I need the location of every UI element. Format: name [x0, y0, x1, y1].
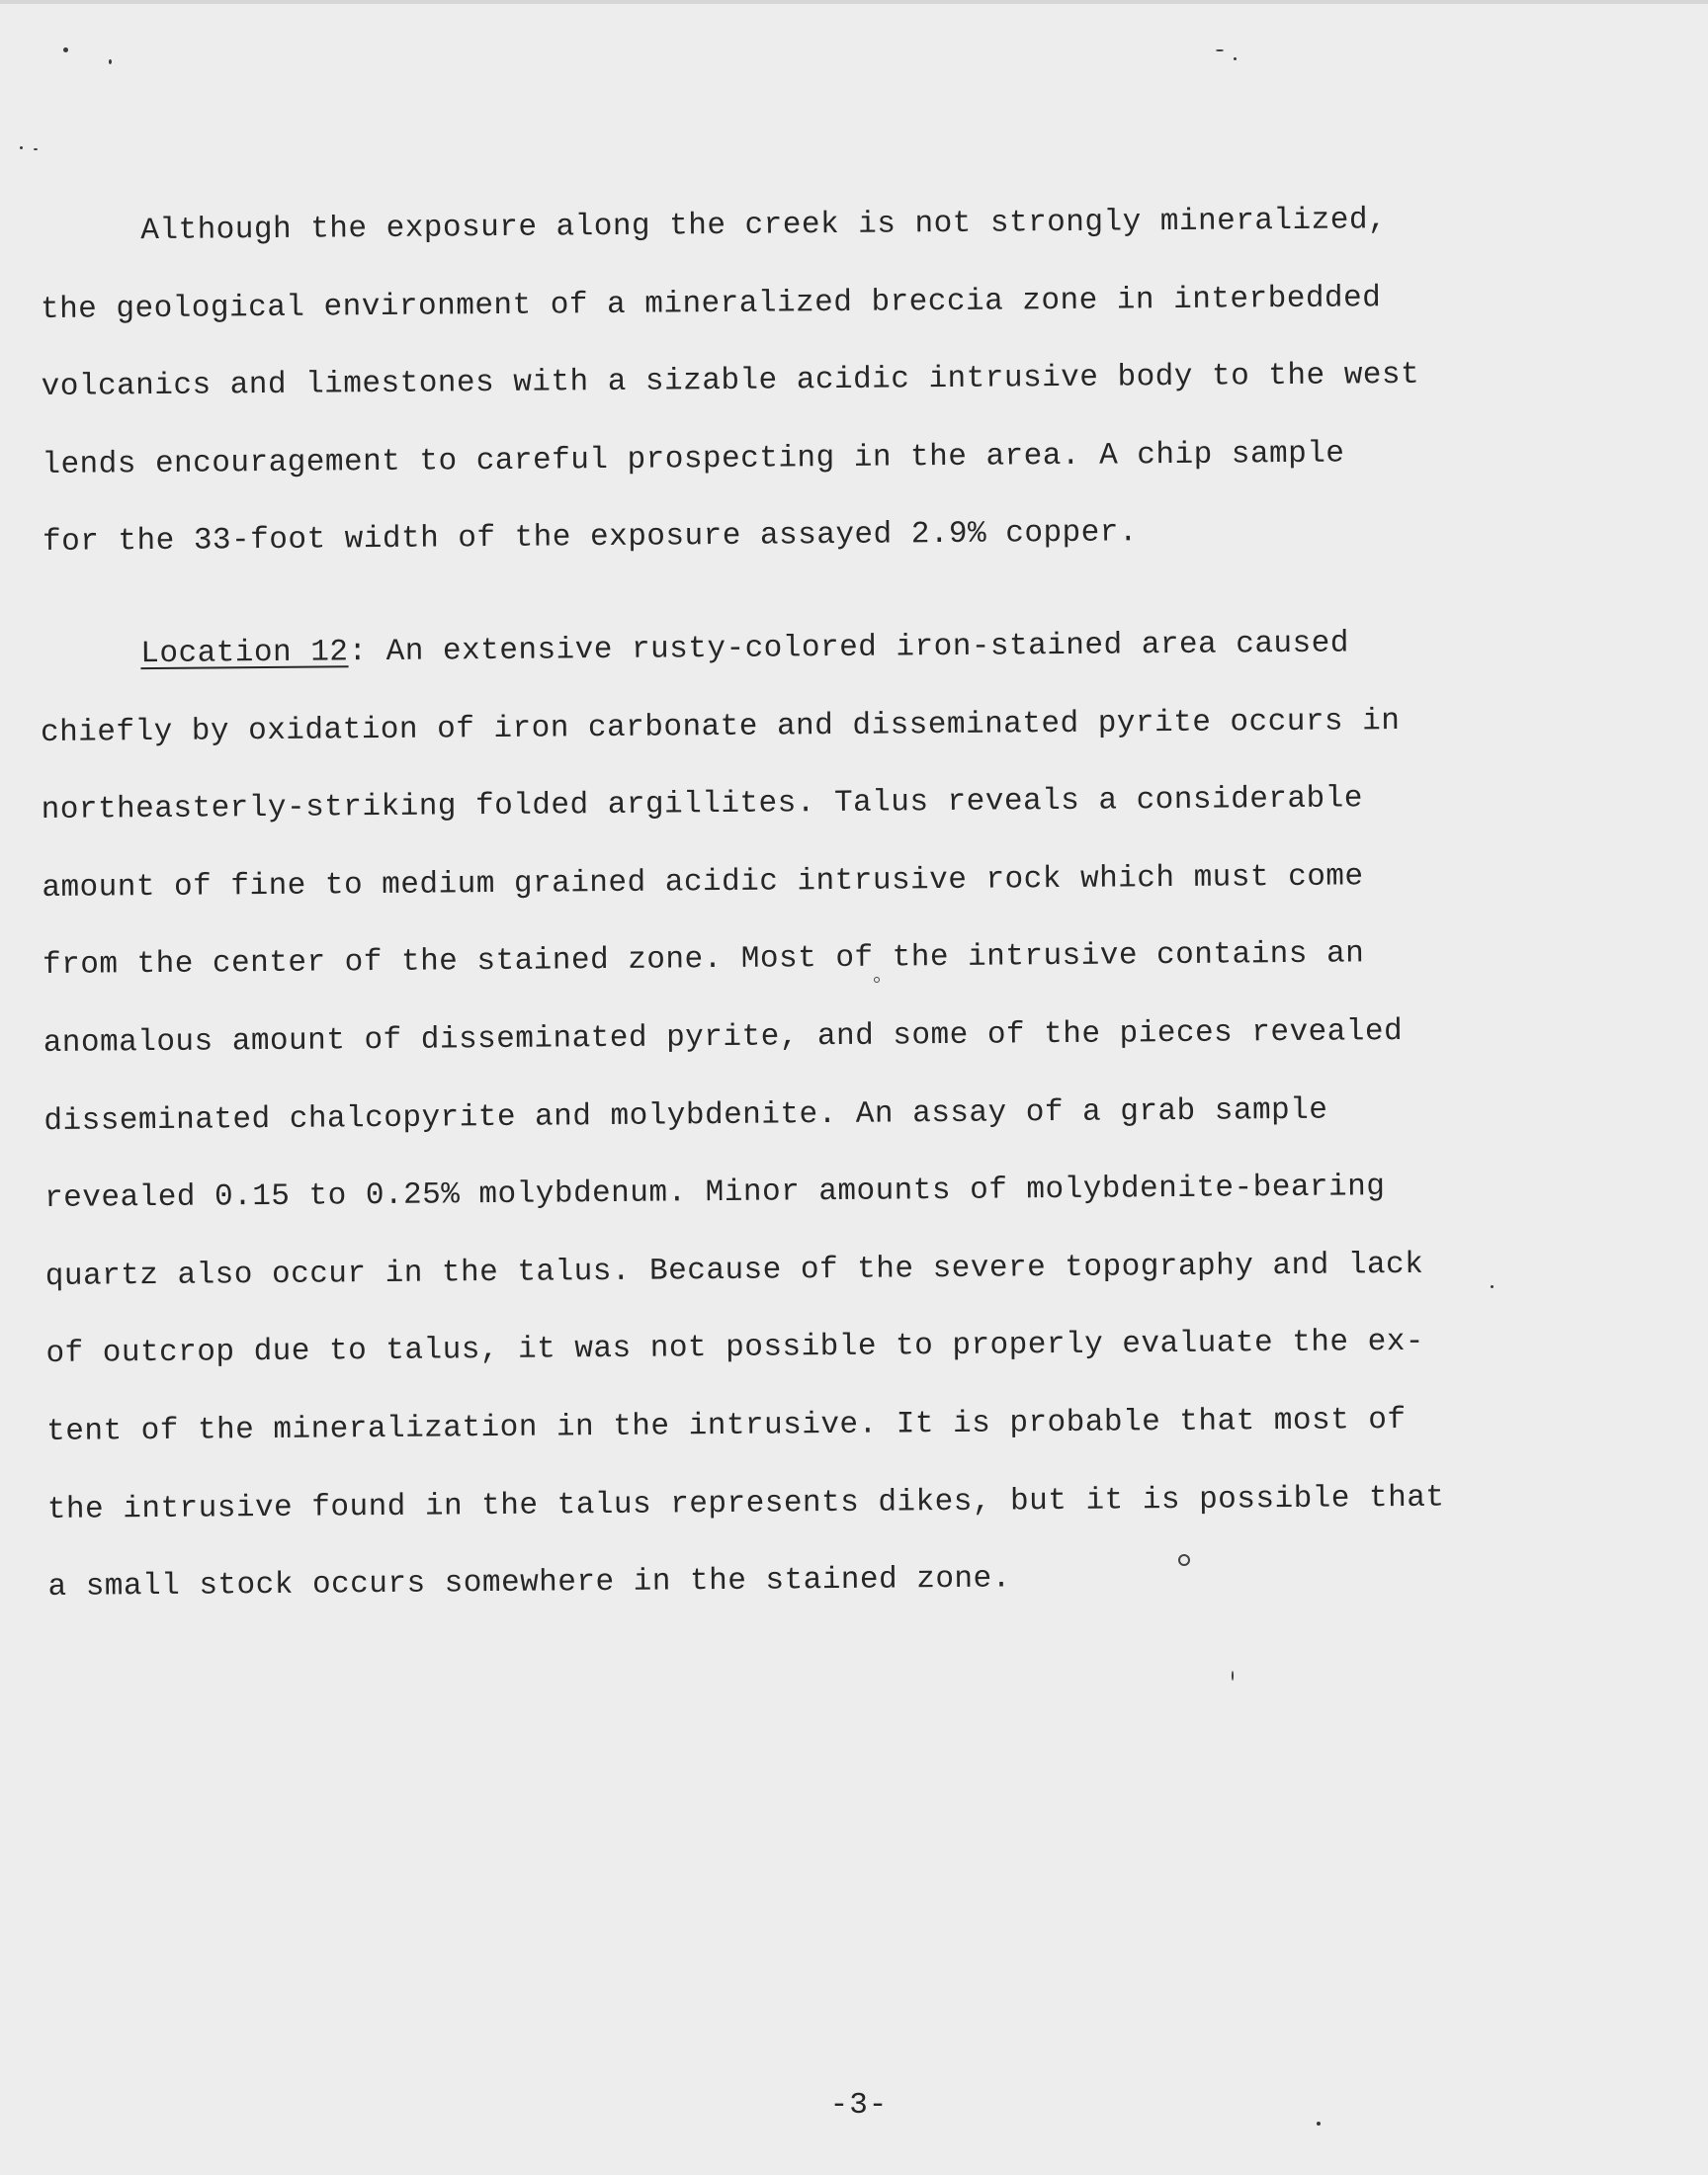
- paragraph-2-line: a small stock occurs somewhere in the stained zone.: [47, 1561, 1011, 1606]
- paragraph-2-line: quartz also occur in the talus. Because of the severe topography and lack: [44, 1247, 1424, 1294]
- page-top-edge: [0, 0, 1708, 4]
- paragraph-2-line: disseminated chalcopyrite and molybdenite. An assay of a grab sample: [43, 1092, 1328, 1139]
- paragraph-2-line: tent of the mineralization in the intrusive. It is probable that most of: [46, 1402, 1407, 1449]
- paragraph-2-line: northeasterly-striking folded argillites. Talus reveals a considerable: [41, 781, 1364, 828]
- paragraph-1-line: volcanics and limestones with a sizable acidic intrusive body to the west: [41, 358, 1420, 405]
- location-heading: Location 12: [140, 635, 349, 672]
- paragraph-2-first-line-text: An extensive rusty-colored iron-stained area caused: [385, 626, 1350, 669]
- paragraph-2-line: the intrusive found in the talus represents dikes, but it is possible that: [46, 1480, 1445, 1527]
- paragraph-2-line: anomalous amount of disseminated pyrite, and some of the pieces revealed: [43, 1013, 1404, 1061]
- paragraph-1-line: lends encouragement to careful prospecting in the area. A chip sample: [42, 436, 1345, 482]
- scan-speck: [1232, 1671, 1234, 1681]
- paragraph-2-line: chiefly by oxidation of iron carbonate and disseminated pyrite occurs in: [40, 703, 1401, 750]
- paragraph-2-line: from the center of the stained zone. Most of the intrusive contains an: [42, 936, 1365, 984]
- paragraph-1-line: the geological environment of a mineralized breccia zone in interbedded: [40, 280, 1382, 327]
- paragraph-2-line: amount of fine to medium grained acidic intrusive rock which must come: [42, 859, 1364, 906]
- scan-speck: [63, 47, 68, 52]
- scan-speck: [1216, 49, 1224, 51]
- scan-speck: [34, 148, 38, 150]
- scan-speck: [1234, 57, 1237, 60]
- location-heading-colon: :: [348, 635, 368, 670]
- paragraph-1: [40, 181, 1565, 582]
- paragraph-2: [40, 604, 1571, 1627]
- paragraph-1-line: for the 33-foot width of the exposure assayed 2.9% copper.: [42, 515, 1139, 561]
- paragraph-2-first-line: [40, 604, 1563, 695]
- page-number: -3-: [829, 2088, 889, 2123]
- paragraph-2-line: revealed 0.15 to 0.25% molybdenum. Minor amounts of molybdenite-bearing: [43, 1170, 1386, 1217]
- scan-speck: [109, 59, 112, 64]
- scan-speck: [20, 146, 23, 149]
- paragraph-2-line: of outcrop due to talus, it was not possible to properly evaluate the ex-: [45, 1325, 1425, 1372]
- paragraph-1-line: Although the exposure along the creek is not strongly mineralized,: [140, 203, 1388, 249]
